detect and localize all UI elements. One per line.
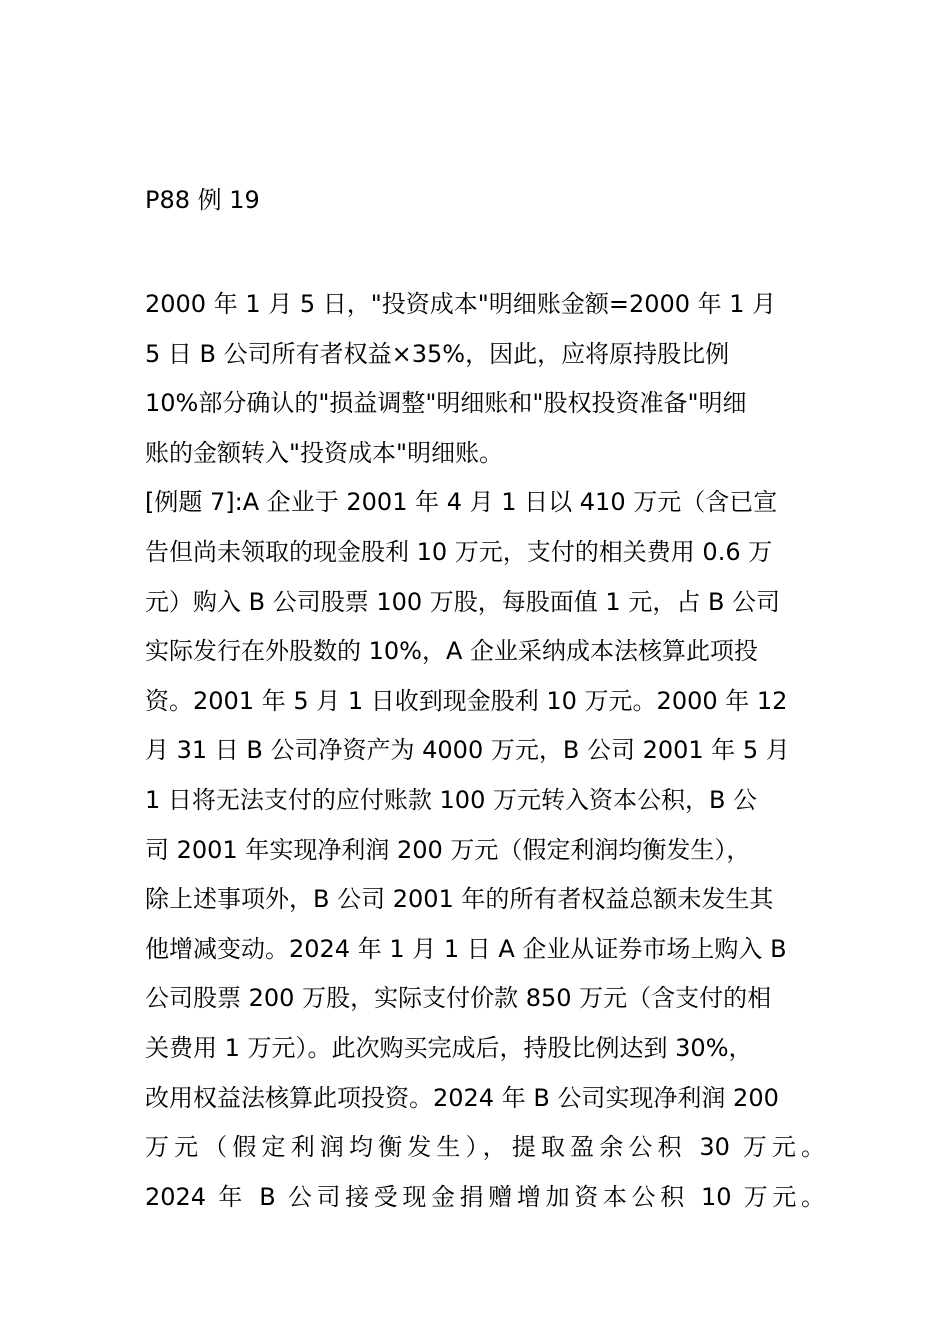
text-line: 公司股票 200 万股，实际支付价款 850 万元（含支付的相 (145, 984, 772, 1013)
page-heading: P88 例 19 (145, 186, 260, 214)
text-line: 元）购入 B 公司股票 100 万股，每股面值 1 元，占 B 公司 (145, 587, 781, 616)
text-line: 5 日 B 公司所有者权益×35%，因此，应将原持股比例 (145, 339, 730, 368)
text-line: 除上述事项外，B 公司 2001 年的所有者权益总额未发生其 (145, 885, 774, 914)
text-line: 实际发行在外股数的 10%，A 企业采纳成本法核算此项投 (145, 637, 759, 666)
text-line: 2000 年 1 月 5 日，"投资成本"明细账金额=2000 年 1 月 (145, 290, 777, 318)
text-line: 资。2001 年 5 月 1 日收到现金股利 10 万元。2000 年 12 (145, 686, 788, 715)
text-line: 10%部分确认的"损益调整"明细账和"股权投资准备"明细 (145, 389, 747, 418)
text-line: 改用权益法核算此项投资。2024 年 B 公司实现净利润 200 (145, 1083, 779, 1112)
text-line: 他增减变动。2024 年 1 月 1 日 A 企业从证券市场上购入 B (145, 934, 787, 963)
body-paragraph (145, 280, 825, 1222)
text-line: 月 31 日 B 公司净资产为 4000 万元，B 公司 2001 年 5 月 (145, 736, 790, 765)
text-line: 2024 年 B 公司接受现金捐赠增加资本公积 10 万元。 (145, 1182, 825, 1211)
text-line: 1 日将无法支付的应付账款 100 万元转入资本公积，B 公 (145, 785, 758, 814)
text-line: 告但尚未领取的现金股利 10 万元，支付的相关费用 0.6 万 (145, 537, 773, 566)
text-line: 关费用 1 万元）。此次购买完成后，持股比例达到 30%， (145, 1033, 753, 1062)
text-line: 账的金额转入"投资成本"明细账。 (145, 438, 504, 467)
text-line: 司 2001 年实现净利润 200 万元（假定利润均衡发生）， (145, 835, 751, 864)
text-line: 万元（假定利润均衡发生），提取盈余公积 30 万元。 (145, 1133, 825, 1162)
text-line: [例题 7]:A 企业于 2001 年 4 月 1 日以 410 万元（含已宣 (145, 488, 778, 517)
